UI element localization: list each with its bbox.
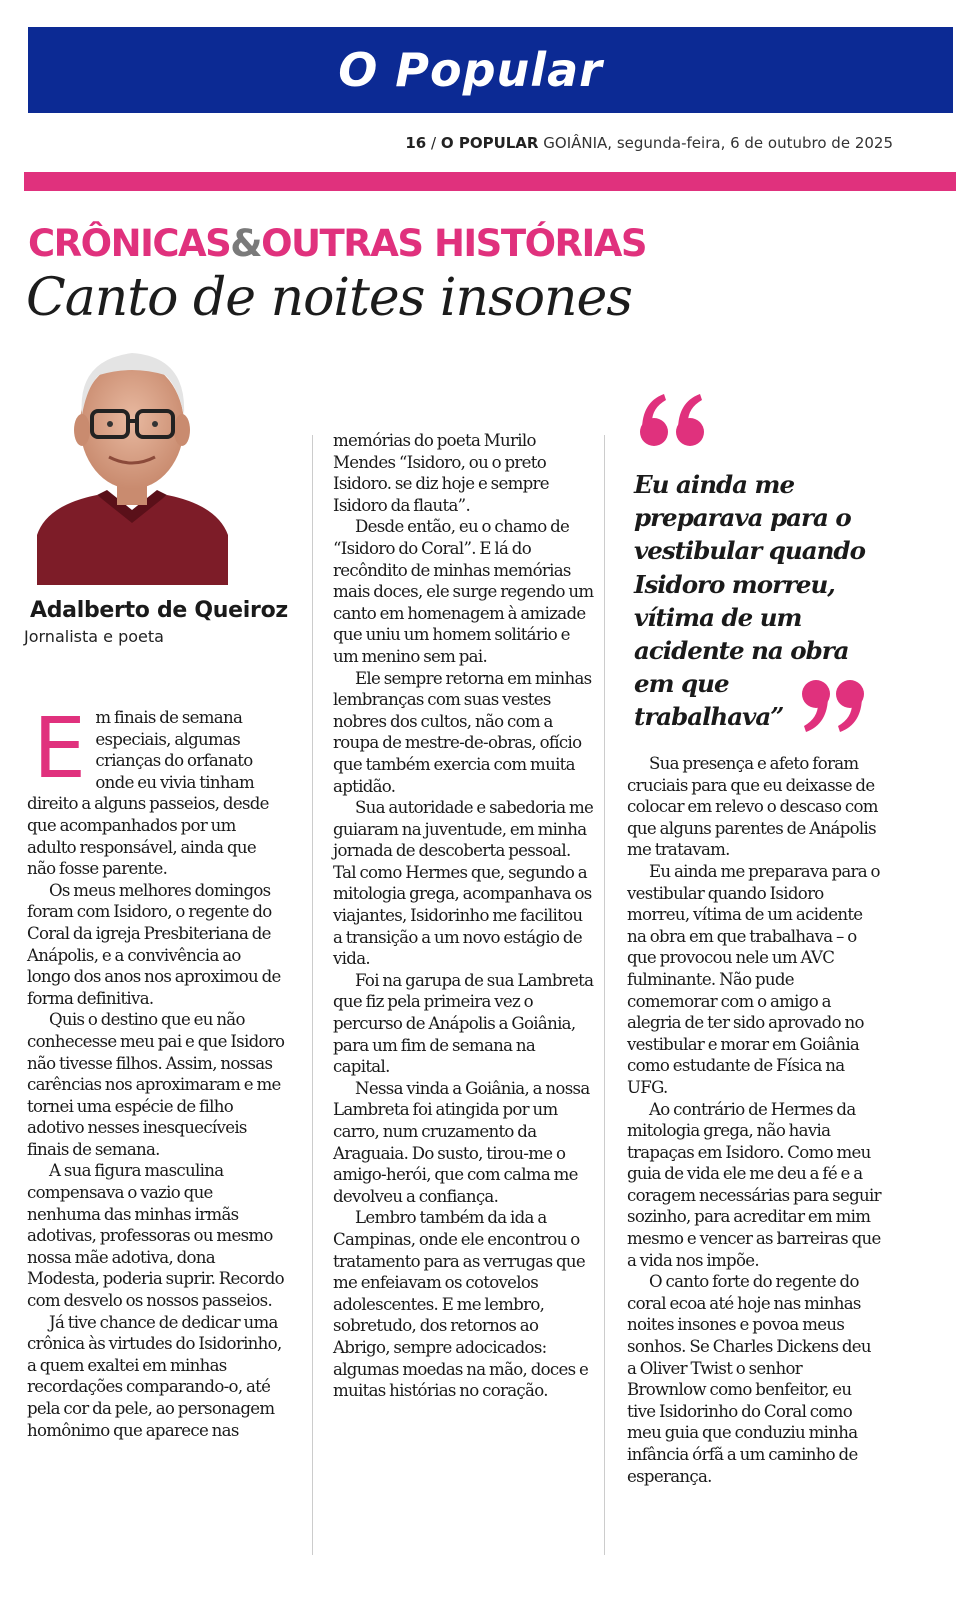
article-column-1 xyxy=(27,699,287,1441)
column-rule xyxy=(604,435,605,1555)
article-paragraph: Ao contrário de Hermes da mitologia grega, não havia trapaças em Isidoro. Como meu guia de vida ele me deu a fé e a coragem necessárias para seguir sozinho, para acreditar em mim mesmo e vencer as barreiras que a vida nos impõe. xyxy=(627,1099,881,1270)
drop-cap: E xyxy=(33,699,86,797)
article-paragraph: memórias do poeta Murilo Mendes “Isidoro, ou o preto Isidoro. se diz hoje e sempre Isidoro da flauta”. xyxy=(333,431,549,515)
article-paragraph xyxy=(27,699,287,880)
section-title-part2: OUTRAS HISTÓRIAS xyxy=(261,222,647,265)
article-paragraph: O canto forte do regente do coral ecoa até hoje nas minhas noites insones e povoa meus sonhos. Se Charles Dickens deu a Oliver Twist o senhor Brownlow como benfeitor, eu tive Isidorinho do Coral como meu guia que conduziu minha infância órfã a um caminho de esperança. xyxy=(627,1272,871,1486)
article-paragraph: Nessa vinda a Goiânia, a nossa Lambreta foi atingida por um carro, num cruzamento da Araguaia. Do susto, tirou-me o amigo-herói, que com calma me devolveu a confiança. xyxy=(333,1078,590,1206)
article-column-3 xyxy=(627,753,883,1487)
author-name: Adalberto de Queiroz xyxy=(30,598,288,623)
article-paragraph: Lembro também da ida a Campinas, onde ele encontrou o tratamento para as verrugas que me enfeiavam os cotovelos adolescentes. E me lembro, sobretudo, dos retornos ao Abrigo, sempre adocicados: algumas moedas na mão, doces e muitas histórias no coração. xyxy=(333,1208,589,1401)
close-quote-icon xyxy=(798,676,866,734)
author-role: Jornalista e poeta xyxy=(24,627,164,646)
headline: Canto de noites insones xyxy=(26,268,632,328)
author-portrait-illustration xyxy=(37,345,228,585)
section-title xyxy=(28,222,646,265)
section-title-part1: CRÔNICAS xyxy=(28,222,231,265)
open-quote-icon xyxy=(638,392,710,450)
article-paragraph: Quis o destino que eu não conhecesse meu pai e que Isidoro não tivesse filhos. Assim, nossas carências nos aproximaram e me tornei uma espécie de filho adotivo nesses inesquecíveis finais de semana. xyxy=(27,1010,285,1159)
paragraph-text: m finais de semana especiais, algumas crianças do orfanato onde eu vivia tinham direito a alguns passeios, desde que acompanhados por um adulto responsável, ainda que não fosse parente. xyxy=(27,708,269,879)
masthead-title: O Popular xyxy=(338,43,603,97)
folio-line xyxy=(405,134,893,152)
article-paragraph: A sua figura masculina compensava o vazio que nenhuma das minhas irmãs adotivas, professoras ou mesmo nossa mãe adotiva, dona Modesta, poderia suprir. Recordo com desvelo os nossos passeios. xyxy=(27,1161,284,1311)
page-number: 16 xyxy=(405,134,427,152)
folio-paper-name: O POPULAR xyxy=(440,134,539,152)
article-paragraph: Já tive chance de dedicar uma crônica às virtudes do Isidorinho, a quem exaltei em minhas recordações comparando-o, até pela cor da pele, ao personagem homônimo que aparece nas xyxy=(27,1312,282,1440)
folio-separator: / xyxy=(431,134,437,152)
article-paragraph: Os meus melhores domingos foram com Isidoro, o regente do Coral da igreja Presbiteriana de Anápolis, e a convivência ao longo dos anos nos aproximou de forma definitiva. xyxy=(27,880,281,1008)
article-paragraph: Eu ainda me preparava para o vestibular quando Isidoro morreu, vítima de um acidente na obra em que trabalhava – o que provocou nele um AVC fulminante. Não pude comemorar com o amigo a alegria de ter sido aprovado no vestibular e morar em Goiânia como estudante de Física na UFG. xyxy=(627,861,880,1097)
article-paragraph: Ele sempre retorna em minhas lembranças com suas vestes nobres dos cultos, não com a roupa de mestre-de-obras, ofício que também exercia com muita aptidão. xyxy=(333,668,592,796)
pull-quote: Eu ainda me preparava para o vestibular quando Isidoro morreu, vítima de um acidente na obra em que trabalhava” xyxy=(634,470,865,732)
author-photo xyxy=(37,345,228,585)
column-rule xyxy=(312,435,313,1555)
masthead xyxy=(28,27,953,113)
folio-place-date: GOIÂNIA, segunda-feira, 6 de outubro de 2025 xyxy=(543,134,893,152)
article-column-2 xyxy=(333,430,595,1402)
section-divider-bar xyxy=(24,172,956,191)
article-paragraph: Sua presença e afeto foram cruciais para que eu deixasse de colocar em relevo o descaso com que alguns parentes de Anápolis me tratavam. xyxy=(627,754,878,860)
article-paragraph: Sua autoridade e sabedoria me guiaram na juventude, em minha jornada de descoberta pessoal. Tal como Hermes que, segundo a mitologia grega, acompanhava os viajantes, Isidorinho me facilitou a transição a um novo estágio de vida. xyxy=(333,798,594,969)
article-paragraph: Desde então, eu o chamo de “Isidoro do Coral”. E lá do recôndito de minhas memórias mais doces, ele surge regendo um canto em homenagem à amizade que uniu um homem solitário e um menino sem pai. xyxy=(333,517,594,666)
section-title-ampersand: & xyxy=(230,222,262,265)
article-paragraph: Foi na garupa de sua Lambreta que fiz pela primeira vez o percurso de Anápolis a Goiânia, para um fim de semana na capital. xyxy=(333,970,594,1077)
